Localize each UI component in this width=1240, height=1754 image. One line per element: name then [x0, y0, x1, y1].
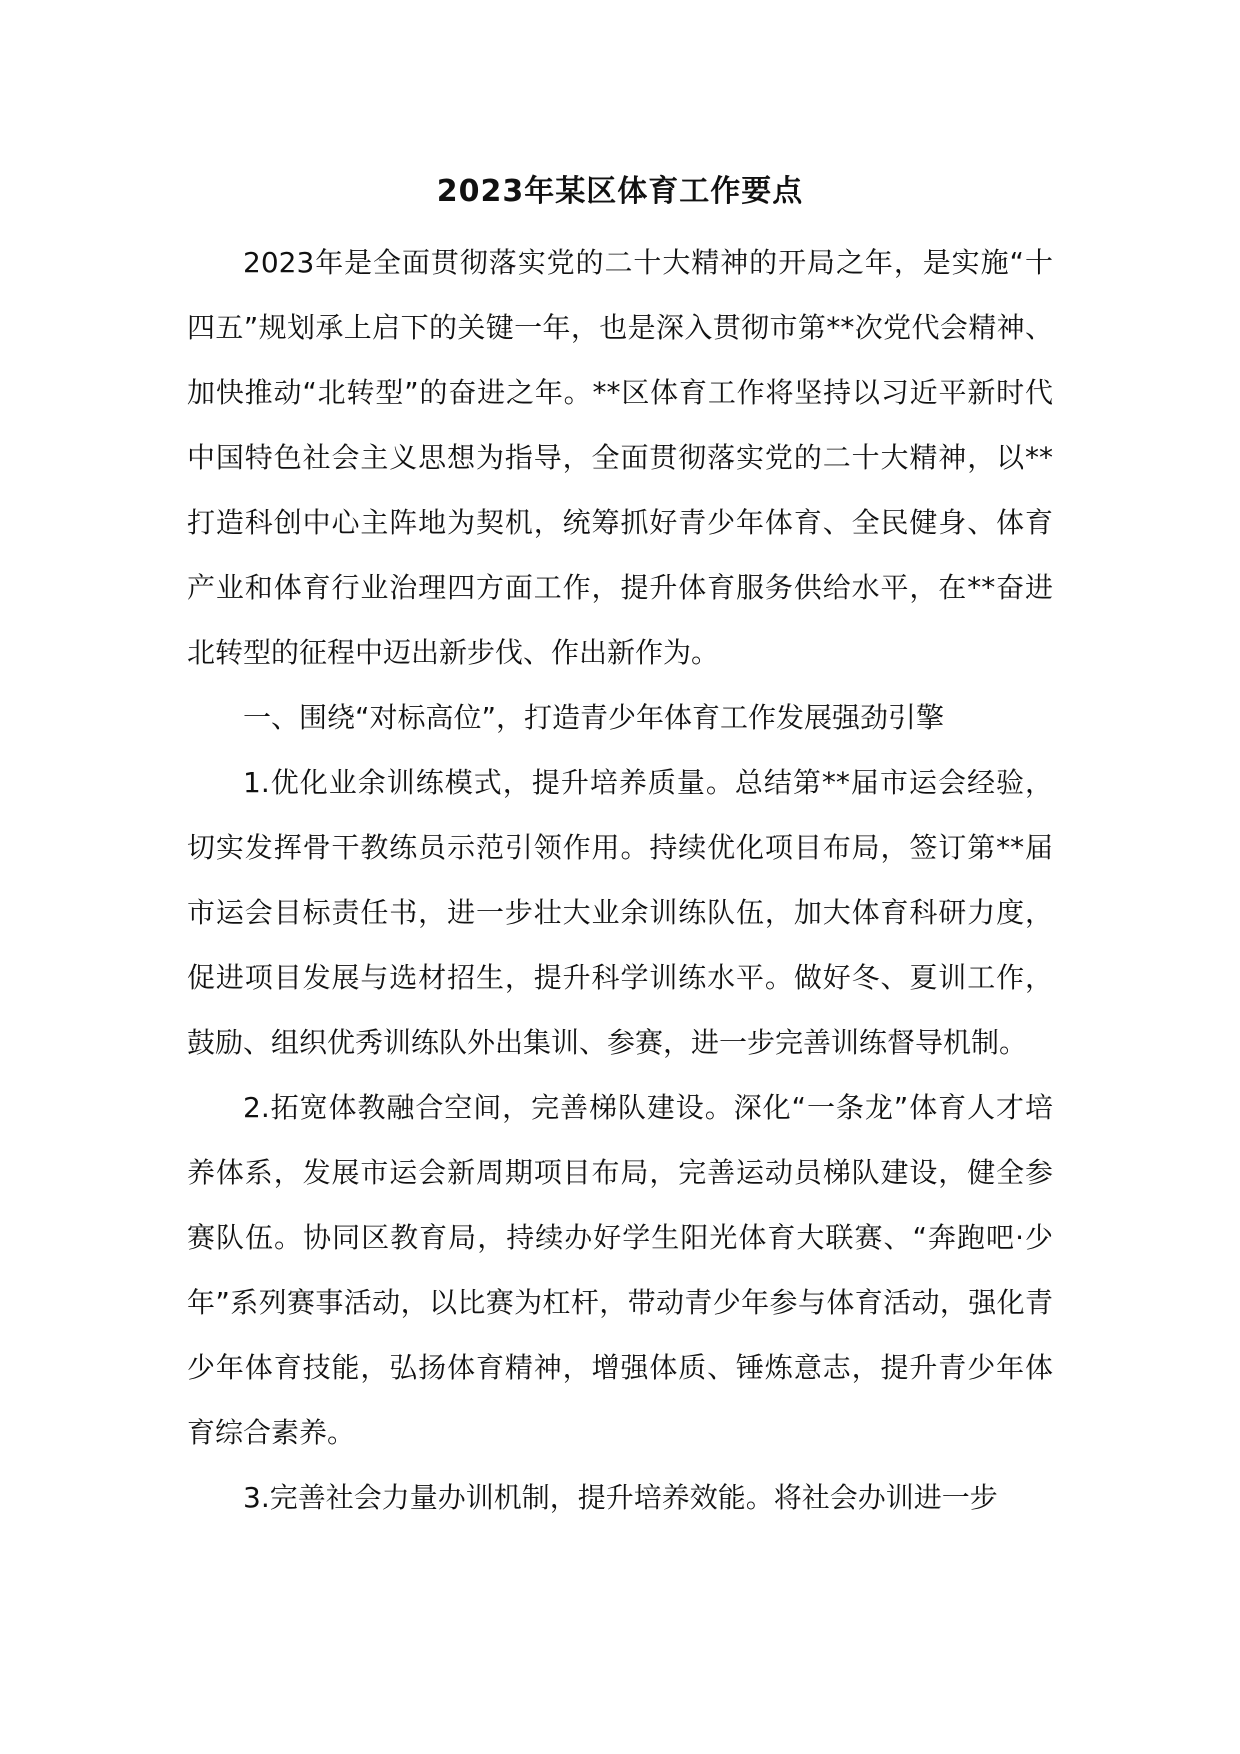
document-body — [187, 172, 1053, 1530]
document-title: 2023年某区体育工作要点 — [436, 174, 804, 209]
item-paragraph-1: 1.优化业余训练模式，提升培养质量。总结第**届市运会经验，切实发挥骨干教练员示范引领作用。持续优化项目布局，签订第**届市运会目标责任书，进一步壮大业余训练队伍，加大体育科研力度，促进项目发展与选材招生，提升科学训练水平。做好冬、夏训工作，鼓励、组织优秀训练队外出集训、参赛，进一步完善训练督导机制。 — [187, 766, 1053, 1059]
item-paragraph-3: 3.完善社会力量办训机制，提升培养效能。将社会办训进一步 — [243, 1481, 998, 1514]
item-paragraph-2: 2.拓宽体教融合空间，完善梯队建设。深化“一条龙”体育人才培养体系，发展市运会新周期项目布局，完善运动员梯队建设，健全参赛队伍。协同区教育局，持续办好学生阳光体育大联赛、“奔跑吧·少年”系列赛事活动，以比赛为杠杆，带动青少年参与体育活动，强化青少年体育技能，弘扬体育精神，增强体质、锤炼意志，提升青少年体育综合素养。 — [187, 1091, 1053, 1449]
intro-paragraph: 2023年是全面贯彻落实党的二十大精神的开局之年，是实施“十四五”规划承上启下的关键一年，也是深入贯彻市第**次党代会精神、加快推动“北转型”的奋进之年。**区体育工作将坚持以习近平新时代中国特色社会主义思想为指导，全面贯彻落实党的二十大精神，以**打造科创中心主阵地为契机，统筹抓好青少年体育、全民健身、体育产业和体育行业治理四方面工作，提升体育服务供给水平，在**奋进北转型的征程中迈出新步伐、作出新作为。 — [187, 246, 1053, 669]
section-heading-1: 一、围绕“对标高位”，打造青少年体育工作发展强劲引擎 — [243, 701, 945, 734]
